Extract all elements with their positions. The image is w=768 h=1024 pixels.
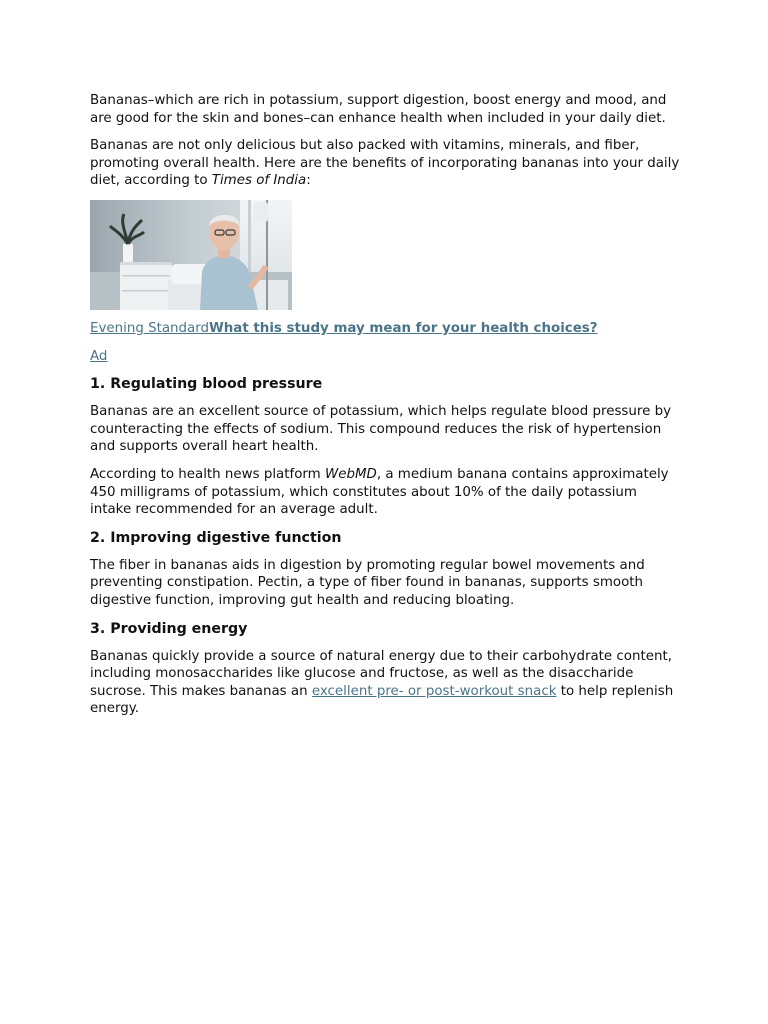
section-heading-energy: 3. Providing energy [90,620,248,637]
sponsored-link [90,320,680,338]
article-body [90,92,680,728]
section-heading-digestive: 2. Improving digestive function [90,529,342,546]
intro-paragraph-2-end: : [306,173,311,189]
sponsor-headline-link[interactable]: What this study may mean for your health choices? [209,320,598,336]
digestive-paragraph: The fiber in bananas aids in digestion by promoting regular bowel movements and preventing constipation. Pectin, a type of fiber found in bananas, supports smooth digestive function, improving gut health and reducing bloating. [90,557,645,608]
intro-paragraph-2 [90,137,680,190]
ad-label-link[interactable]: Ad [90,348,108,364]
hospital-patient-photo [90,200,292,310]
energy-paragraph [90,648,680,718]
blood-pressure-paragraph-2-end: , a medium banana contains approximately 450 milligrams of potassium, which constitutes about 10% of the daily potassium intake recommended for an average adult. [90,466,669,518]
ad-label-row [90,348,680,366]
blood-pressure-paragraph-2-text: According to health news platform [90,466,325,482]
intro-paragraph-1: Bananas–which are rich in potassium, support digestion, boost energy and mood, and are good for the skin and bones–can enhance health when included in your daily diet. [90,93,667,126]
intro-paragraph-2-text: Bananas are not only delicious but also packed with vitamins, minerals, and fiber, promoting overall health. Here are the benefits of incorporating bananas into your daily diet, according to [90,138,680,189]
section-heading-blood-pressure: 1. Regulating blood pressure [90,376,323,393]
source-webmd: WebMD [324,466,377,482]
blood-pressure-paragraph-1: Bananas are an excellent source of potassium, which helps regulate blood pressure by counteracting the effects of sodium. This compound reduces the risk of hypertension and supports overall heart health. [90,404,672,455]
energy-paragraph-text: Bananas quickly provide a source of natural energy due to their carbohydrate content, including monosaccharides like glucose and fructose, as well as the disaccharide sucrose. This makes bananas an [90,648,672,699]
sponsored-image[interactable] [90,200,292,310]
energy-paragraph-end: to help replenish energy. [90,683,674,717]
source-times-of-india: Times of India [211,173,307,189]
blood-pressure-paragraph-2 [90,466,680,519]
workout-snack-link[interactable]: excellent pre- or post-workout snack [311,683,557,699]
sponsor-publisher-link[interactable]: Evening Standard [90,320,209,336]
